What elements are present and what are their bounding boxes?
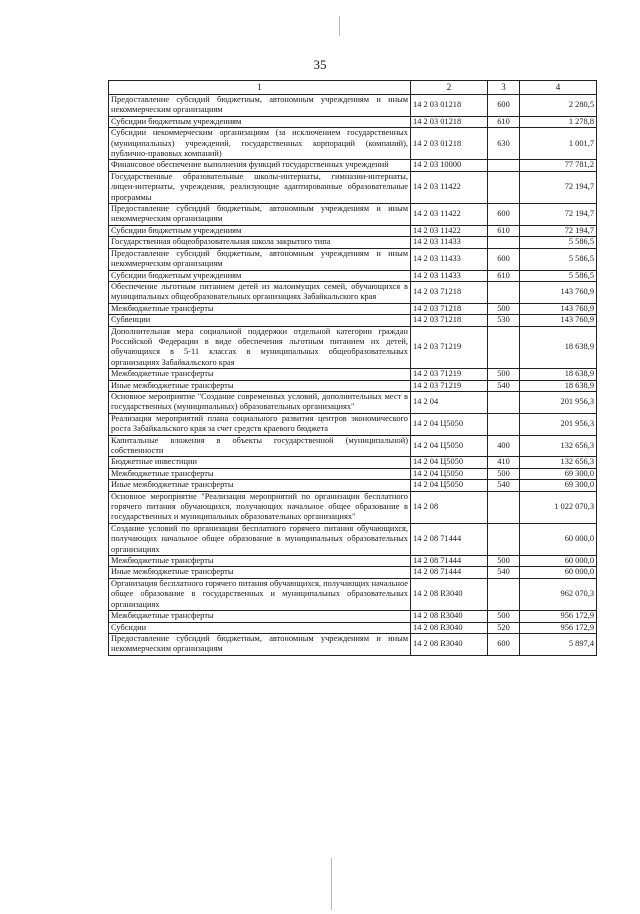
row-amount-cell: 69 300,0 (520, 480, 597, 491)
row-code-cell: 14 2 04 Ц5050 (411, 468, 488, 479)
row-code-cell: 14 2 03 71219 (411, 326, 488, 369)
row-name-cell: Предоставление субсидий бюджетным, автономным учреждениям и иным некоммерческим организациям (109, 633, 411, 655)
row-code-cell: 14 2 08 71444 (411, 523, 488, 555)
row-amount-cell: 1 001,7 (520, 128, 597, 160)
table-row (109, 248, 597, 270)
table-row (109, 237, 597, 248)
row-name-cell: Предоставление субсидий бюджетным, автономным учреждениям и иным некоммерческим организациям (109, 248, 411, 270)
row-name-cell: Основное мероприятие "Реализация мероприятий по организации бесплатного горячего питания обучающихся, получающих начальное общее образование в государственных и муниципальных образовательных организациях" (109, 491, 411, 523)
row-code-cell: 14 2 03 71218 (411, 315, 488, 326)
row-amount-cell: 77 781,2 (520, 160, 597, 171)
row-code-cell: 14 2 03 11433 (411, 248, 488, 270)
row-amount-cell: 5 897,4 (520, 633, 597, 655)
margin-mark (339, 16, 340, 36)
row-name-cell: Государственные образовательные школы-интернаты, гимназии-интернаты, лицеи-интернаты, учреждения, реализующие адаптированные образовательные программы (109, 171, 411, 203)
row-expense-type-cell: 410 (488, 457, 520, 468)
table-row (109, 380, 597, 391)
margin-mark (331, 858, 332, 910)
table-row (109, 468, 597, 479)
row-name-cell: Иные межбюджетные трансферты (109, 567, 411, 578)
table-row (109, 270, 597, 281)
row-amount-cell: 962 070,3 (520, 578, 597, 610)
table-row (109, 369, 597, 380)
row-code-cell: 14 2 03 71219 (411, 369, 488, 380)
row-code-cell: 14 2 03 11422 (411, 225, 488, 236)
table-row (109, 556, 597, 567)
table-row (109, 171, 597, 203)
row-expense-type-cell (488, 326, 520, 369)
row-amount-cell: 201 956,3 (520, 391, 597, 413)
row-amount-cell: 72 194,7 (520, 171, 597, 203)
row-name-cell: Государственная общеобразовательная школа закрытого типа (109, 237, 411, 248)
column-header-name: 1 (109, 81, 411, 95)
row-name-cell: Дополнительная мера социальной поддержки отдельной категории граждан Российской Федерации в виде обеспечения льготным питанием их детей, обучающихся в 5-11 классах в муниципальных общеобразовательных организациях Забайкальского края (109, 326, 411, 369)
row-name-cell: Иные межбюджетные трансферты (109, 380, 411, 391)
row-expense-type-cell: 400 (488, 435, 520, 457)
row-expense-type-cell: 500 (488, 556, 520, 567)
row-amount-cell: 1 278,8 (520, 116, 597, 127)
row-amount-cell: 1 022 070,3 (520, 491, 597, 523)
row-amount-cell: 72 194,7 (520, 225, 597, 236)
row-expense-type-cell: 600 (488, 633, 520, 655)
row-code-cell: 14 2 03 71218 (411, 281, 488, 303)
row-amount-cell: 69 300,0 (520, 468, 597, 479)
page-number: 35 (313, 57, 327, 72)
row-expense-type-cell: 610 (488, 225, 520, 236)
table-row (109, 413, 597, 435)
row-expense-type-cell (488, 160, 520, 171)
column-header-expense-type: 3 (488, 81, 520, 95)
column-header-amount: 4 (520, 81, 597, 95)
row-expense-type-cell: 530 (488, 315, 520, 326)
row-name-cell: Межбюджетные трансферты (109, 303, 411, 314)
row-amount-cell: 956 172,9 (520, 622, 597, 633)
row-amount-cell: 143 760,9 (520, 303, 597, 314)
row-name-cell: Предоставление субсидий бюджетным, автономным учреждениям и иным некоммерческим организациям (109, 204, 411, 226)
table-row (109, 225, 597, 236)
row-amount-cell: 143 760,9 (520, 315, 597, 326)
row-name-cell: Капитальные вложения в объекты государственной (муниципальной) собственности (109, 435, 411, 457)
row-expense-type-cell: 600 (488, 95, 520, 117)
row-code-cell: 14 2 04 Ц5050 (411, 435, 488, 457)
row-name-cell: Иные межбюджетные трансферты (109, 480, 411, 491)
table-row (109, 303, 597, 314)
row-expense-type-cell: 600 (488, 204, 520, 226)
row-expense-type-cell: 500 (488, 611, 520, 622)
row-code-cell: 14 2 08 R3040 (411, 578, 488, 610)
row-expense-type-cell (488, 237, 520, 248)
row-expense-type-cell: 520 (488, 622, 520, 633)
row-amount-cell: 18 638,9 (520, 380, 597, 391)
row-amount-cell: 956 172,9 (520, 611, 597, 622)
row-expense-type-cell: 540 (488, 380, 520, 391)
row-code-cell: 14 2 03 11422 (411, 171, 488, 203)
row-code-cell: 14 2 03 10000 (411, 160, 488, 171)
row-name-cell: Субсидии (109, 622, 411, 633)
row-amount-cell: 60 000,0 (520, 556, 597, 567)
row-expense-type-cell (488, 391, 520, 413)
row-code-cell: 14 2 08 R3040 (411, 622, 488, 633)
row-code-cell: 14 2 04 Ц5050 (411, 480, 488, 491)
table-row (109, 491, 597, 523)
row-code-cell: 14 2 03 71218 (411, 303, 488, 314)
row-code-cell: 14 2 04 Ц5050 (411, 413, 488, 435)
header-row (109, 81, 597, 95)
row-amount-cell: 60 000,0 (520, 523, 597, 555)
row-expense-type-cell: 630 (488, 128, 520, 160)
row-amount-cell: 132 656,3 (520, 457, 597, 468)
table-row (109, 633, 597, 655)
table-row (109, 391, 597, 413)
budget-table (108, 80, 597, 656)
table-row (109, 204, 597, 226)
row-expense-type-cell (488, 491, 520, 523)
row-code-cell: 14 2 08 71444 (411, 567, 488, 578)
table-row (109, 435, 597, 457)
row-expense-type-cell: 500 (488, 468, 520, 479)
row-expense-type-cell: 540 (488, 567, 520, 578)
row-code-cell: 14 2 03 11422 (411, 204, 488, 226)
row-expense-type-cell (488, 523, 520, 555)
row-name-cell: Создание условий по организации бесплатного горячего питания обучающихся, получающих начальное общее образование в муниципальных образовательных организациях (109, 523, 411, 555)
table-row (109, 128, 597, 160)
row-code-cell: 14 2 08 71444 (411, 556, 488, 567)
row-amount-cell: 60 000,0 (520, 567, 597, 578)
row-name-cell: Субсидии некоммерческим организациям (за исключением государственных (муниципальных) учреждений, государственных корпораций (компаний), публично-правовых компаний) (109, 128, 411, 160)
row-name-cell: Межбюджетные трансферты (109, 611, 411, 622)
row-name-cell: Субвенции (109, 315, 411, 326)
row-name-cell: Межбюджетные трансферты (109, 556, 411, 567)
row-expense-type-cell (488, 578, 520, 610)
table-row (109, 326, 597, 369)
table-row (109, 567, 597, 578)
table-row (109, 622, 597, 633)
row-code-cell: 14 2 03 01218 (411, 116, 488, 127)
table-row (109, 315, 597, 326)
table-row (109, 160, 597, 171)
table-row (109, 480, 597, 491)
row-expense-type-cell (488, 281, 520, 303)
column-header-code: 2 (411, 81, 488, 95)
row-expense-type-cell: 500 (488, 303, 520, 314)
row-name-cell: Основное мероприятие "Создание современных условий, дополнительных мест в государственных (муниципальных) образовательных организациях" (109, 391, 411, 413)
row-amount-cell: 18 638,9 (520, 369, 597, 380)
row-expense-type-cell: 500 (488, 369, 520, 380)
row-amount-cell: 2 280,5 (520, 95, 597, 117)
row-expense-type-cell: 600 (488, 248, 520, 270)
table-row (109, 457, 597, 468)
row-code-cell: 14 2 08 R3040 (411, 611, 488, 622)
row-code-cell: 14 2 03 01218 (411, 95, 488, 117)
row-amount-cell: 201 956,3 (520, 413, 597, 435)
row-name-cell: Субсидии бюджетным учреждениям (109, 116, 411, 127)
row-name-cell: Обеспечение льготным питанием детей из малоимущих семей, обучающихся в муниципальных общеобразовательных организациях Забайкальского края (109, 281, 411, 303)
row-code-cell: 14 2 03 01218 (411, 128, 488, 160)
row-name-cell: Субсидии бюджетным учреждениям (109, 225, 411, 236)
row-amount-cell: 132 656,3 (520, 435, 597, 457)
row-expense-type-cell: 540 (488, 480, 520, 491)
row-amount-cell: 72 194,7 (520, 204, 597, 226)
table-body (109, 95, 597, 656)
row-name-cell: Предоставление субсидий бюджетным, автономным учреждениям и иным некоммерческим организациям (109, 95, 411, 117)
table-row (109, 611, 597, 622)
row-code-cell: 14 2 08 (411, 491, 488, 523)
row-expense-type-cell: 610 (488, 116, 520, 127)
row-amount-cell: 143 760,9 (520, 281, 597, 303)
table-row (109, 578, 597, 610)
table-row (109, 95, 597, 117)
row-code-cell: 14 2 08 R3040 (411, 633, 488, 655)
row-code-cell: 14 2 03 11433 (411, 237, 488, 248)
row-amount-cell: 18 638,9 (520, 326, 597, 369)
row-code-cell: 14 2 03 11433 (411, 270, 488, 281)
row-name-cell: Бюджетные инвестиции (109, 457, 411, 468)
row-code-cell: 14 2 04 Ц5050 (411, 457, 488, 468)
row-code-cell: 14 2 03 71219 (411, 380, 488, 391)
row-expense-type-cell: 610 (488, 270, 520, 281)
row-amount-cell: 5 586,5 (520, 270, 597, 281)
row-name-cell: Межбюджетные трансферты (109, 468, 411, 479)
row-name-cell: Межбюджетные трансферты (109, 369, 411, 380)
row-amount-cell: 5 586,5 (520, 237, 597, 248)
row-name-cell: Финансовое обеспечение выполнения функций государственных учреждений (109, 160, 411, 171)
row-name-cell: Организация бесплатного горячего питания обучающихся, получающих начальное общее образование в государственных и муниципальных образовательных организациях (109, 578, 411, 610)
row-expense-type-cell (488, 171, 520, 203)
row-name-cell: Реализация мероприятий плана социального развития центров экономического роста Забайкальского края за счет средств краевого бюджета (109, 413, 411, 435)
row-expense-type-cell (488, 413, 520, 435)
row-code-cell: 14 2 04 (411, 391, 488, 413)
table-row (109, 281, 597, 303)
row-amount-cell: 5 586,5 (520, 248, 597, 270)
table-row (109, 116, 597, 127)
row-name-cell: Субсидии бюджетным учреждениям (109, 270, 411, 281)
table-row (109, 523, 597, 555)
